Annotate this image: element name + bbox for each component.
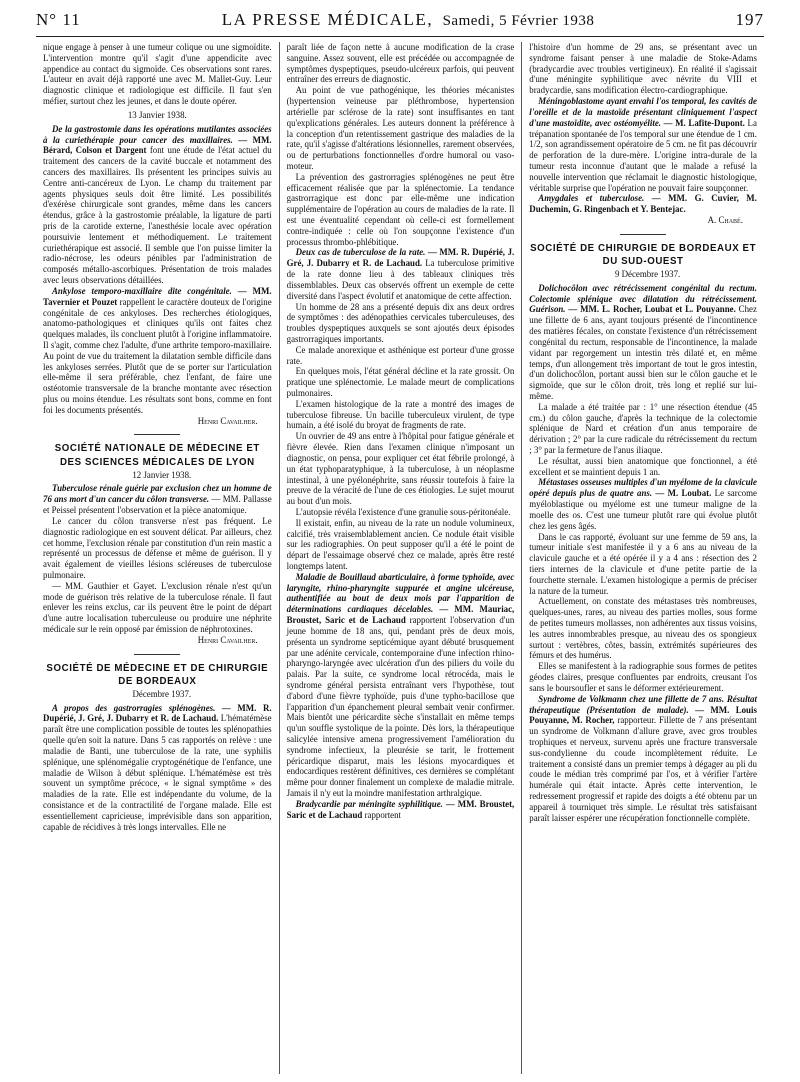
abstract-bouillaud	[287, 572, 515, 799]
society-heading: SOCIÉTÉ DE MÉDECINE ET DE CHIRURGIE DE BORDEAUX	[46, 662, 269, 687]
abstract-body: rapportent l'observation d'un jeune homme de 18 ans, qui, pendant près de deux mois, présenta un syndrome septicémique ayant débuté brusquement par une adénite cervicale, contemporaine d'une infection rhino-pharyngo-laryngée avec ulcération d'un des piliers du voile du palais. Par la suite, ce syndrome local rétrocéda, mais le syndrome général persista entraînant vers l'hypothèse, tout d'abord d'une fièvre typhoïde, puis d'une typho-bacillose que l'apparition d'un épanchement pleural sembait venir confirmer. Mais bientôt une péricardite sèche s'installait en même temps qu'un souffle systolique de la pointe. Dès lors, la thérapeutique salicylée intensive amena progressivement l'amélioration du syndrome infectieux, la pleurésie se tarit, le frottement péricardique disparut, mais les lésions myocardiques et endocardiques restèrent définitives, ces dernières se complétant même pour donner finalement un complexe de maladie mitrale. Jamais il n'y eut la moindre manifestation arthralgique.	[286, 615, 515, 799]
abstract-body: Le sarcome myéloblastique ou myélome est une tumeur maligne de la moelle des os. C'est une tumeur plutôt rare qui évolue plutôt chez les gens âgés.	[529, 488, 757, 531]
section-divider	[134, 434, 180, 435]
paragraph: Actuellement, on constate des métastases très nombreuses, quelques-unes, rares, au niveau des parties molles, sous forme de petites tumeurs mollasses, non adhérentes aux tissus voisins, les autres innombrables presque, au niveau des os spongieux surtout : vertèbres, côtes, bassin, extrémités supérieures des fémurs et des humérus.	[529, 596, 757, 661]
abstract-title: Ankylose temporo-maxillaire dite congénitale.	[52, 285, 232, 296]
abstract-authors: — MM. Bérard, Colson et Dargent	[43, 134, 272, 156]
abstract-gastrorragies	[43, 703, 272, 833]
abstract-authors: — MM. R. Dupérié, J. Gré, J. Dubarry et R. de Lachaud.	[286, 247, 515, 269]
paragraph: Dans le cas rapporté, évoluant sur une femme de 59 ans, la tumeur initiale s'est manifestée il y a 6 ans au niveau de la clavicule gauche et a été opérée il y a 4 ans : résection des 2 tiers internes de la clavicule et d'une petite partie de la fourchette sternale. L'examen histologique a permis de préciser la nature de la tumeur.	[529, 531, 757, 596]
session-date: 9 Décembre 1937.	[614, 269, 681, 279]
paragraph: Il existait, enfin, au niveau de la rate un nodule volumineux, calcifié, très vraisemblablement ancien. Ce nodule était visible sur les radiographies. On peut supposer qu'il a été le point de départ de l'essaimage observé chez ce malade, après être resté longtemps latent.	[286, 517, 515, 571]
text-columns	[36, 42, 764, 1074]
discussion-body: L'exclusion rénale n'est qu'un mode de guérison très relative de la tuberculose rénale. Il faut enlever les reins exclus, car ils peuvent être le point de départ d'une autre localisation tuberculeuse ou produire une néphrite médicale sur le rein opposé par émission de néphrotoxines.	[43, 580, 272, 634]
abstract-title: Syndrome de Volkmann chez une fillette de 7 ans. Résultat thérapeutique (Présentation de malade).	[529, 693, 757, 715]
section-divider	[134, 654, 180, 655]
signature: A. Chabé.	[707, 215, 743, 225]
paragraph: paraît liée de façon nette à aucune modification de la crase sanguine. Assez souvent, elle est précédée ou accompagnée de symptômes dyspeptiques, pseudo-ulcéreux parfois, qui peuvent entraîner des erreurs de diagnostic.	[286, 42, 515, 85]
session-date: Décembre 1937.	[132, 688, 192, 699]
abstract-title: Dolichocôlon avec rétrécissement congénital du rectum. Colectomie splénique avec dilatation du rétrécissement. Guérison.	[529, 282, 757, 315]
column-3	[521, 42, 764, 1074]
abstract-authors: — MM. Pallasse et Peissel	[43, 494, 272, 516]
abstract-bradycardie	[287, 799, 515, 821]
abstract-body: présentent l'observation et la pièce anatomique.	[76, 505, 247, 516]
abstract-volkmann	[529, 694, 757, 824]
abstract-meningoblastome	[529, 96, 757, 193]
abstract-title: De la gastrostomie dans les opérations mutilantes associées à la curiethérapie pour cancer des maxillaires.	[43, 123, 272, 145]
society-heading: SOCIÉTÉ NATIONALE DE MÉDECINE ET DES SCIENCES MÉDICALES DE LYON	[54, 443, 260, 468]
session-date: 13 Janvier 1938.	[127, 109, 187, 120]
session-date: 12 Janvier 1938.	[132, 469, 192, 480]
abstract-authors: — MM. Mauriac, Broustet, Saric et de Lachaud	[286, 604, 515, 626]
paragraph: l'histoire d'un homme de 29 ans, se présentant avec un syndrome faisant penser à une maladie de Stoke-Adams (bradycardie avec troubles vertigineux). En réalité il s'agissait d'une méningite syphilitique avec névrite du VIII et bradycardie, sans modification électro-cardiographique.	[529, 42, 757, 96]
abstract-body: La trépanation spontanée de l'os temporal sur une étendue de 1 cm. 1/2, son agrandissement opératoire de 5 cm. ne fit pas découvrir de perforation de la dure-mère. L'origine intra-durale de la tumeur resta inconnue d'autant que le malade a refusé la nouvelle intervention que réclamait le diagnostic histologique, véritable surprise que l'opération ne pouvait faire soupçonner.	[529, 117, 757, 193]
paragraph: Le cancer du côlon transverse n'est pas fréquent. Le diagnostic radiologique en est souvent délicat. Par ailleurs, chez cet homme, l'exclusion rénale par constitution d'un rein mastic a représenté un processus de défense et même de guérison. Il y avait également de vieilles lésions scléreuses de tuberculose pulmonaire.	[43, 515, 272, 580]
abstract-amygdales	[529, 193, 757, 215]
paragraph: Un homme de 28 ans a présenté depuis dix ans deux ordres de symptômes : des adénopathies cervicales tuberculeuses, des troubles dyspeptiques auxquels se sont ajoutés deux épisodes gastrorragiques importants.	[286, 301, 515, 344]
signature: Henri Cavailher.	[197, 415, 258, 426]
signature: Henri Cavailher.	[197, 634, 258, 645]
abstract-title: A propos des gastrorragies splénogènes.	[52, 702, 216, 713]
paragraph: La prévention des gastrorragies splénogènes ne peut être efficacement réalisée que par la splénectomie. La tendance gastrorragique est donc par elle-même une indication supplémentaire de l'opération au cours de maladies de la rate. Il est une éventualité cependant où celle-ci est formellement contre-indiquée : celle où l'on soupçonne l'existence d'un processus thrombo-phlébitique.	[286, 171, 515, 247]
abstract-title: Bradycardie par méningite syphilitique.	[295, 798, 443, 809]
masthead	[222, 10, 595, 30]
abstract-body: rapporteur. Fillette de 7 ans présentant un syndrome de Volkmann d'allure grave, avec gros troubles trophiques et nerveux, survenu après une fracture transversale sus-condylienne du coude incomplètement réduite. Le traitement a consisté dans un premier temps à dégager au pli du coude le médian très comprimé par l'os, et à vérifier l'artère humérale qui était intacte. Après cette intervention, le redressement progressif et rapide des doigts a été obtenu par un appareil à tourniquet très simple. Le résultat très satisfaisant paraît laisser espérer une récupération fonctionnelle complète.	[529, 715, 757, 823]
paragraph: Elles se manifestent à la radiographie sous formes de petites géodes claires, presque confluentes par endroits, creusant l'os sans le boursoufler et sans le déformer extérieurement.	[529, 661, 757, 693]
abstract-title: Amygdales et tuberculose.	[538, 193, 645, 204]
abstract-dolichocolon	[529, 283, 757, 402]
page-number-right: 197	[735, 10, 764, 29]
abstract-title: Maladie de Bouillaud abarticulaire, à forme typhoïde, avec laryngite, rhino-pharyngite suppurée et angine ulcéreuse, authentifiée au bout de deux mois par l'apparition de déterminations cardiaques décelables.	[286, 571, 515, 615]
paragraph: Le résultat, aussi bien anatomique que fonctionnel, a été excellent et se maintient depuis 1 an.	[529, 455, 757, 477]
abstract-body: font une étude de l'état actuel du traitement des cancers de la cavité buccale et notamment des cancers des maxillaires. Ils présentent les principes suivis au Centre anti-cancéreux de Lyon. Le champ du traitement par agents physiques seuls doit être limité. Les possibilités d'exérèse chirurgicale sont grandes, même dans les cancers étendus, grâce à la gastrostomie préalable, la ligature de parti pris de la carotide externe, l'anesthésie locale avec opération poursuivie lentement et méthodiquement. Le traitement curiethérapique est associé. Il semble que l'on puisse limiter la radio-nécrose, les odeurs pénibles par l'administration de composés métallo-ascorbiques. Présentation de trois malades avec leurs observations détaillées.	[43, 145, 272, 286]
abstract-title: Métastases osseuses multiples d'un myélome de la clavicule opéré depuis plus de quatre ans.	[529, 477, 757, 499]
discussion-authors: — MM. Gauthier et Gayet.	[52, 580, 157, 591]
abstract-body: L'hématémèse paraît être une complication possible de toutes les splénopathies quelle qu'en soit la nature. Dans 5 cas rapportés on relève : une maladie de Banti, une tuberculose de la rate, une syphilis splénique, une splénomégalie cryptogénétique de l'enfance, une maladie de Wilson à début splénique. L'hématémèse est très souvent un symptôme précoce, « le signal symptôme » des maladies de la rate. Elle est indépendante du volume, de la consistance et de la contractilité de l'organe malade. Elle est essentiellement capricieuse, imprévisible dans son apparition, capable de récidives à très longs intervalles. Elle ne	[43, 713, 272, 832]
abstract-tuberculose-renale	[43, 483, 272, 515]
paragraph: Ce malade anorexique et asthénique est porteur d'une grosse rate.	[286, 344, 515, 366]
paragraph: nique engage à penser à une tumeur colique ou une sigmoïdite. L'intervention montre qu'il s'agit d'une appendicite avec appendice au contact du sigmoïde. Ces observations sont rares. L'auteur en avait déjà rapporté une avec M. Mallet-Guy. Leur diagnostic clinique et radiologique est difficile. Il faut s'en méfier, surtout chez les jeunes, et dans le doute opérer.	[43, 42, 272, 107]
issue-date: Samedi, 5 Février 1938	[442, 13, 595, 29]
society-heading: SOCIÉTÉ DE CHIRURGIE DE BORDEAUX ET DU SUD-OUEST	[530, 242, 757, 267]
discussion	[43, 581, 272, 635]
abstract-body: rapportent	[362, 809, 402, 820]
abstract-authors: — MM. G. Cuvier, M. Duchemin, G. Ringenbach et Y. Bentejac.	[529, 193, 757, 215]
abstract-ankylose	[43, 286, 272, 416]
abstract-title: Tuberculose rénale guérie par exclusion chez un homme de 76 ans mort d'un cancer du côlon transverse.	[43, 483, 272, 505]
abstract-title: Deux cas de tuberculose de la rate.	[295, 247, 426, 258]
paragraph: La malade a été traitée par : 1° une résection étendue (45 cm.) du côlon gauche, d'après la technique de la colectomie splénique de Nard et création d'un anus temporaire de dérivation ; 2° par la cure radicale du rétrécissement du rectum ; 3° par la fermeture de l'anus iliaque.	[529, 401, 757, 455]
abstract-body: rappellent le caractère douteux de l'origine congénitale de ces ankyloses. Des recherches étiologiques, anatomo-pathologiques et cliniques qu'ils ont faites chez quelques malades, ils concluent plutôt à l'origine inflammatoire. Il s'agit, comme chez l'adulte, d'une arthrite temporo-maxillaire. Au point de vue du traitement la dilatation semble difficile dans les ankyloses serrées. Plutôt que de se porter sur l'articulation elle-même il sera préférable, chez l'enfant, de faire une ostéotomie transversale de la branche montante avec résection plus ou moins étendue. Les résultats sont bons, comme en font foi les documents présentés.	[43, 296, 272, 415]
abstract-body: La tuberculose primitive de la rate donne lieu à des tableaux cliniques très dissemblables. Deux cas observés offrent un exemple de cette diversité dans l'aspect évolutif et anatomique de cette affection.	[286, 258, 515, 301]
abstract-tuberculose-rate	[287, 247, 515, 301]
abstract-authors: — M. Loubat.	[652, 488, 712, 499]
abstract-authors: — MM. Broustet, Saric et de Lachaud	[286, 798, 515, 820]
column-2	[279, 42, 522, 1074]
section-divider	[620, 234, 666, 235]
abstract-myelome	[529, 477, 757, 531]
paragraph: Au point de vue pathogénique, les théories mécanistes (hypertension veineuse par pléthrombose, hypertension artérielle par sclérose de la rate) sont insuffisantes en tant qu'explications générales. Les auteurs donnent la préférence à la conception d'un retentissement gastrique des maladies de la rate, qu'il s'agisse d'altérations lésionnelles, rarement observées, ou de perturbations fonctionnelles d'ordre humoral ou vaso-moteur.	[286, 85, 515, 171]
paragraph: L'autopsie révéla l'existence d'une granulie sous-péritonéale.	[295, 506, 511, 517]
abstract-authors: — M. Lafite-Dupont.	[660, 117, 745, 128]
column-1	[36, 42, 279, 1074]
paragraph: En quelques mois, l'état général décline et la rate grossit. On pratique une splénectomie. Le malade meurt de complications pulmonaires.	[286, 366, 515, 398]
abstract-authors: — MM. R. Dupérié, J. Gré, J. Dubarry et R. de Lachaud.	[43, 702, 272, 724]
paragraph: L'examen histologique de la rate a montré des images de tuberculose fibreuse. Un bacille tuberculeux virulent, de type humain, a été isolé du broyat de fragments de rate.	[286, 398, 515, 431]
abstract-body: Chez une fillette de 6 ans, ayant toujours présenté de l'incontinence des matières fécales, on constate l'existence d'un rétrécissement congénital du rectum, responsable de l'incontinence, la malade vidant par regorgement un intestin très dilaté et, en même temps, d'un allongement très important de tout le gros intestin, d'un dolichocôlon, portant aussi bien sur le côlon gauche et le sigmoïde, que sur le côlon droit, très long et replié sur lui-même.	[529, 304, 757, 401]
abstract-authors: — MM. Tavernier et Pouzet	[43, 285, 272, 307]
abstract-gastrostomie	[43, 124, 272, 286]
page-number-left: N° 11	[36, 10, 81, 29]
page-header	[36, 10, 764, 37]
abstract-authors: — MM. Louis Pouyanne, M. Rocher,	[529, 704, 757, 726]
journal-title: LA PRESSE MÉDICALE,	[221, 10, 434, 29]
abstract-title: Méningoblastome ayant envahi l'os temporal, les cavités de l'oreille et de la mastoïde présentant cliniquement l'aspect d'une mastoïdite, avec ostéomyélite.	[529, 96, 757, 128]
paragraph: Un ouvrier de 49 ans entre à l'hôpital pour fatigue générale et fièvre élevée. Rien dans l'examen clinique n'imposant un diagnostic, on pensa, pour expliquer cet état fébrile prolongé, à un état typhoparatyphique, à la tuberculose, à un néoplasme intestinal, à une pyélonéphrite, sans réussir toutefois à faire la preuve de la véracité de l'une de ces étiologies. Le sujet mourut au bout d'un mois.	[286, 431, 515, 507]
abstract-authors: — MM. L. Rocher, Loubat et L. Pouyanne.	[565, 304, 736, 315]
